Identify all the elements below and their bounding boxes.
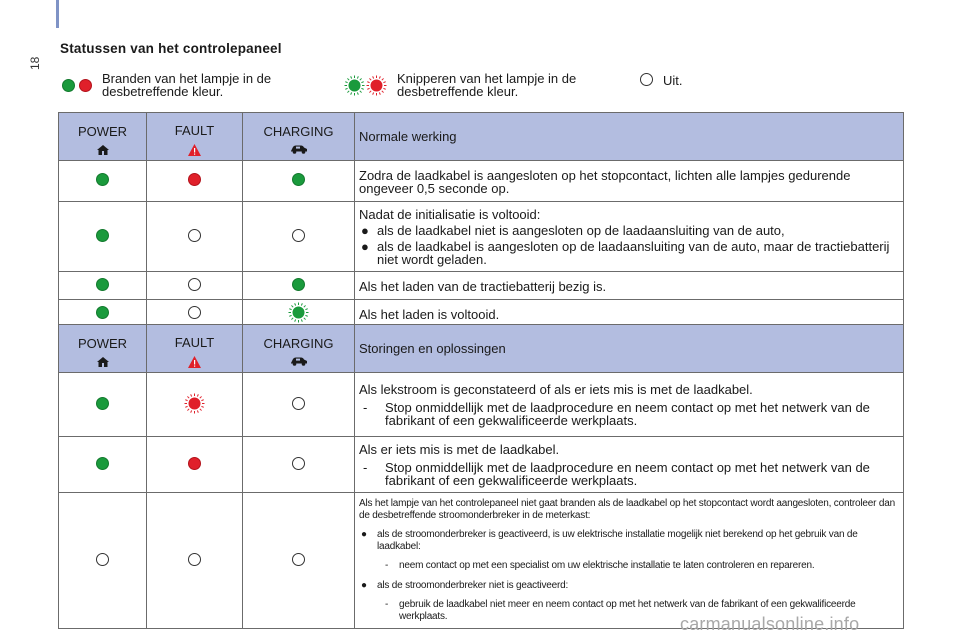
table-row <box>59 202 904 272</box>
green-dot-icon <box>292 278 305 291</box>
house-icon <box>97 145 109 155</box>
charging-lamp <box>243 161 355 202</box>
green-dot-icon <box>96 278 109 291</box>
charging-lamp <box>243 493 355 629</box>
list-item: ● als de laadkabel is aangesloten op de laadaansluiting van de auto, maar de tractiebatterij niet wordt geladen. <box>361 239 890 267</box>
row-description: Als het laden is voltooid. <box>355 300 904 328</box>
off-dot-icon <box>188 229 201 242</box>
faults-heading: Storingen en oplossingen <box>355 325 904 373</box>
power-lamp <box>59 373 147 437</box>
off-dot-icon <box>640 73 653 86</box>
car-icon <box>290 145 308 154</box>
car-icon <box>290 357 308 366</box>
legend-blink-dots <box>344 75 387 96</box>
off-dot-icon <box>96 553 109 566</box>
table-row <box>59 373 904 437</box>
green-blink-icon <box>344 75 365 96</box>
list-item: - gebruik de laadkabel niet meer en neem contact op met het netwerk van de fabrikant of een gekwalificeerde werkplaats. <box>385 599 856 622</box>
legend-blink <box>344 72 634 98</box>
off-dot-icon <box>188 553 201 566</box>
power-lamp <box>59 493 147 629</box>
page-title: Statussen van het controlepaneel <box>60 41 282 56</box>
table-row <box>59 437 904 493</box>
faults-table <box>58 324 904 629</box>
red-dot-icon <box>188 173 201 186</box>
fault-lamp <box>147 493 243 629</box>
row-intro: Nadat de initialisatie is voltooid: <box>359 207 541 222</box>
list-item: ● als de stroomonderbreker niet is geactiveerd: <box>361 579 569 591</box>
bullet-icon: ● <box>361 579 367 591</box>
list-item: - Stop onmiddellijk met de laadprocedure en neem contact op met het netwerk van de fabrikant of een gekwalificeerde werkplaats. <box>363 400 870 428</box>
col-power: POWER <box>59 113 147 161</box>
warning-triangle-icon <box>188 356 201 368</box>
dash-marker: - <box>363 400 368 415</box>
charging-lamp <box>243 272 355 300</box>
fault-lamp <box>147 373 243 437</box>
dash-marker: - <box>363 460 368 475</box>
legend-on-text: Branden van het lampje in de desbetreffende kleur. <box>102 71 272 99</box>
page-number: 18 <box>28 56 42 70</box>
row-description: Zodra de laadkabel is aangesloten op het stopcontact, lichten alle lampjes gedurende ongeveer 0,5 seconde op. <box>355 161 904 202</box>
row-description <box>355 437 904 493</box>
red-dot-icon <box>79 79 92 92</box>
legend-off-text: Uit. <box>663 73 683 88</box>
col-power: POWER <box>59 325 147 373</box>
row-intro: Als er iets mis is met de laadkabel. <box>359 442 560 457</box>
green-dot-icon <box>292 173 305 186</box>
row-description <box>355 373 904 437</box>
row-intro: Als lekstroom is geconstateerd of als er iets mis is met de laadkabel. <box>359 382 753 397</box>
list-item: ● als de stroomonderbreker is geactiveerd, is uw elektrische installatie mogelijk niet berekend op het gebruik van de laadkabel: <box>361 529 858 552</box>
fault-lamp <box>147 272 243 300</box>
side-accent-bar <box>56 0 59 28</box>
col-charging: CHARGING <box>243 113 355 161</box>
green-dot-icon <box>96 397 109 410</box>
table-row <box>59 272 904 300</box>
row-description: Als het laden van de tractiebatterij bezig is. <box>355 272 904 300</box>
off-dot-icon <box>292 229 305 242</box>
dash-marker: - <box>385 599 389 610</box>
fault-lamp <box>147 437 243 493</box>
list-item: ● als de laadkabel niet is aangesloten op de laadaansluiting van de auto, <box>361 223 785 238</box>
legend-blink-text: Knipperen van het lampje in de desbetreffende kleur. <box>397 71 577 99</box>
power-lamp <box>59 437 147 493</box>
legend-on <box>62 72 332 98</box>
power-lamp <box>59 272 147 300</box>
list-item: - Stop onmiddellijk met de laadprocedure en neem contact op met het netwerk van de fabrikant of een gekwalificeerde werkplaats. <box>363 460 870 488</box>
bullet-list <box>359 224 897 266</box>
col-fault: FAULT <box>147 113 243 161</box>
green-dot-icon <box>96 229 109 242</box>
watermark: carmanualsonline.info <box>680 614 860 634</box>
off-dot-icon <box>292 457 305 470</box>
charging-lamp <box>243 202 355 272</box>
row-description <box>355 202 904 272</box>
list-item: - neem contact op met een specialist om uw elektrische installatie te laten controleren en repareren. <box>385 560 815 571</box>
table-row <box>59 161 904 202</box>
green-dot-icon <box>96 457 109 470</box>
row-description <box>355 493 904 629</box>
house-icon <box>97 357 109 367</box>
bullet-icon: ● <box>361 223 369 238</box>
fault-lamp <box>147 202 243 272</box>
fault-lamp <box>147 161 243 202</box>
power-lamp <box>59 161 147 202</box>
normal-operation-heading: Normale werking <box>355 113 904 161</box>
green-dot-icon <box>62 79 75 92</box>
charging-lamp <box>243 437 355 493</box>
green-dot-icon <box>96 173 109 186</box>
table-header-row <box>59 113 904 161</box>
legend-off-dots <box>640 73 653 86</box>
table-header-row <box>59 325 904 373</box>
bullet-icon: ● <box>361 529 367 540</box>
off-dot-icon <box>188 278 201 291</box>
row-intro: Als het lampje van het controlepaneel niet gaat branden als de laadkabel op het stopcontact wordt aangesloten, controleer dan de desbetreffende stroomonderbreker in de meterkast: <box>359 498 895 521</box>
legend-on-dots <box>62 79 92 92</box>
dash-marker: - <box>385 560 389 571</box>
power-lamp <box>59 202 147 272</box>
charging-lamp <box>243 373 355 437</box>
red-blink-icon <box>366 75 387 96</box>
col-charging: CHARGING <box>243 325 355 373</box>
legend-off <box>640 72 683 87</box>
off-dot-icon <box>292 553 305 566</box>
bullet-icon: ● <box>361 239 369 254</box>
off-dot-icon <box>292 397 305 410</box>
green-blink-icon <box>288 302 309 323</box>
normal-operation-table <box>58 112 904 328</box>
red-blink-icon <box>184 393 205 414</box>
red-dot-icon <box>188 457 201 470</box>
green-dot-icon <box>96 306 109 319</box>
col-fault: FAULT <box>147 325 243 373</box>
off-dot-icon <box>188 306 201 319</box>
table-row <box>59 493 904 629</box>
warning-triangle-icon <box>188 144 201 156</box>
